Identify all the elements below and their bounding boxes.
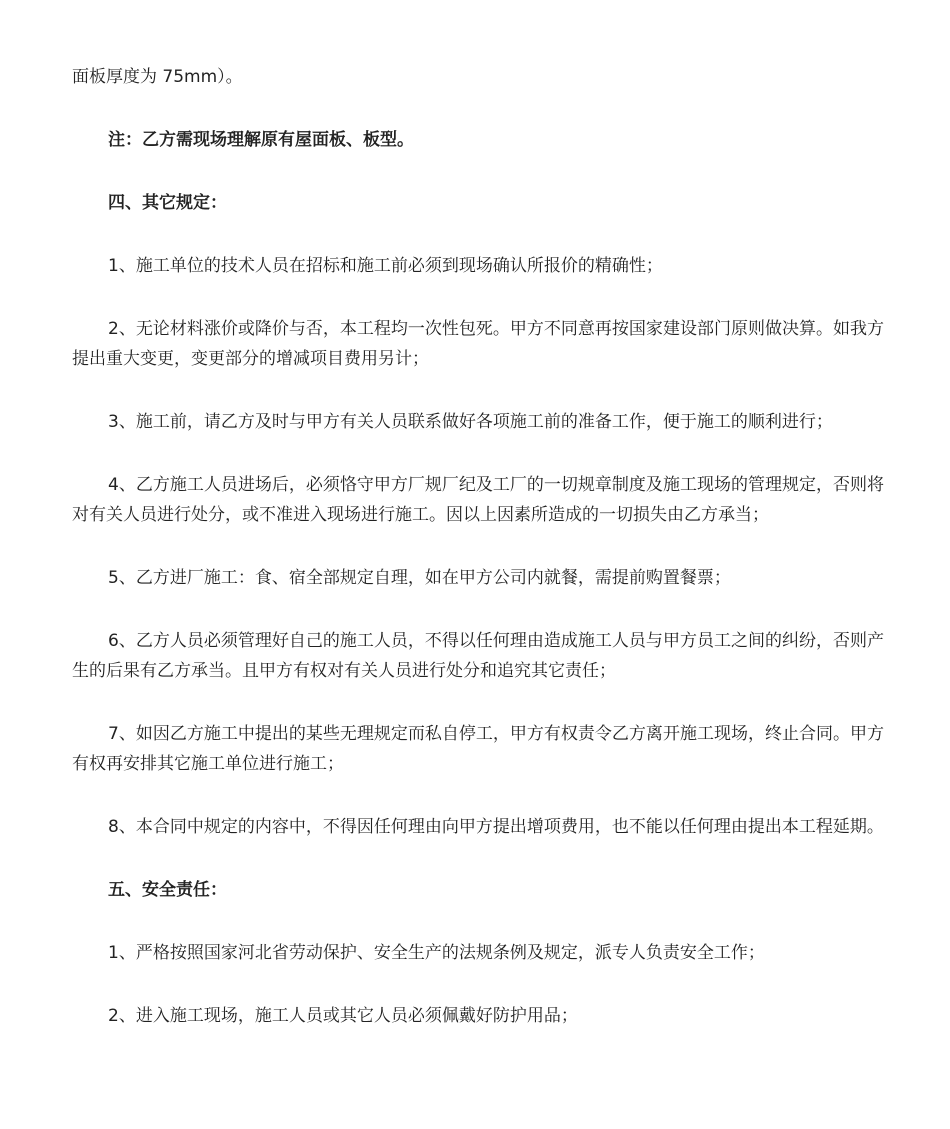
safety-item-1: 1、严格按照国家河北省劳动保护、安全生产的法规条例及规定，派专人负责安全工作； [108,943,765,963]
rule-item-6: 6、乙方人员必须管理好自己的施工人员，不得以任何理由造成施工人员与甲方员工之间的纠纷，否则产生的后果有乙方承当。且甲方有权对有关人员进行处分和追究其它责任； [72,631,884,681]
document-page [72,62,884,1031]
rule-item-5: 5、乙方进厂施工：食、宿全部规定自理，如在甲方公司内就餐，需提前购置餐票； [108,568,731,588]
rule-item-3: 3、施工前，请乙方及时与甲方有关人员联系做好各项施工前的准备工作，便于施工的顺利进行； [108,412,833,432]
paragraph-continuation: 面板厚度为 75mm）。 [72,67,243,87]
rule-item-8: 8、本合同中规定的内容中，不得因任何理由向甲方提出增项费用，也不能以任何理由提出本工程延期。 [108,817,884,837]
rule-item-2: 2、无论材料涨价或降价与否，本工程均一次性包死。甲方不同意再按国家建设部门原则做决算。如我方提出重大变更，变更部分的增减项目费用另计； [72,319,884,369]
rule-item-1: 1、施工单位的技术人员在招标和施工前必须到现场确认所报价的精确性； [108,256,663,276]
section-heading-safety: 五、安全责任： [108,880,227,900]
note-paragraph: 注：乙方需现场理解原有屋面板、板型。 [108,130,414,150]
section-heading-other-rules: 四、其它规定： [108,193,227,213]
safety-item-2: 2、进入施工现场，施工人员或其它人员必须佩戴好防护用品； [108,1006,578,1026]
rule-item-4: 4、乙方施工人员进场后，必须恪守甲方厂规厂纪及工厂的一切规章制度及施工现场的管理规定，否则将对有关人员进行处分，或不准进入现场进行施工。因以上因素所造成的一切损失由乙方承当； [72,475,884,525]
rule-item-7: 7、如因乙方施工中提出的某些无理规定而私自停工，甲方有权责令乙方离开施工现场，终止合同。甲方有权再安排其它施工单位进行施工； [72,724,884,774]
